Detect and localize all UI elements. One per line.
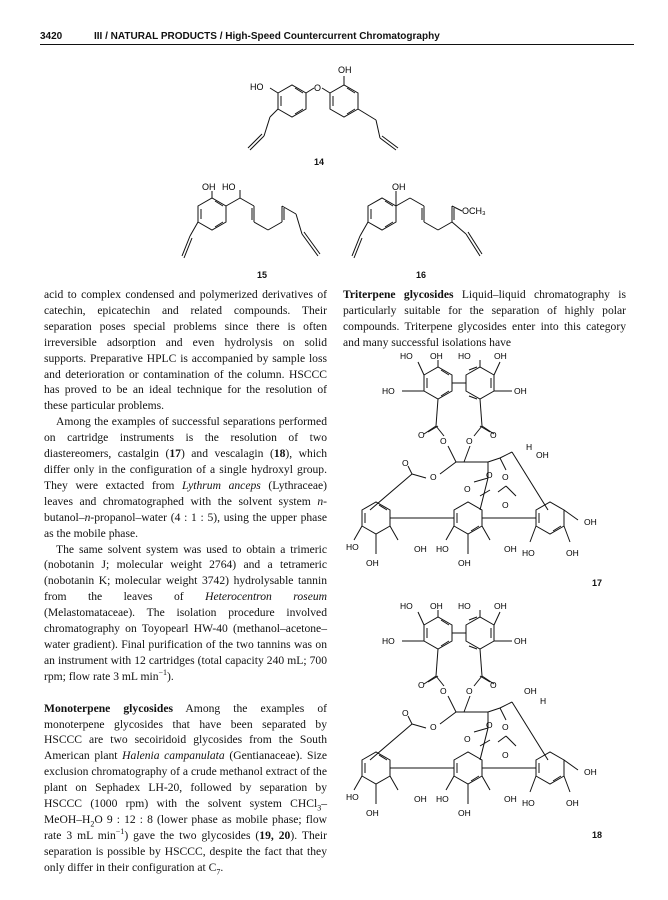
text-run: ) gave the two glycosides ( xyxy=(124,828,260,842)
spacer xyxy=(44,685,327,701)
atom-label-o: O xyxy=(490,680,497,690)
atom-label-o: O xyxy=(418,680,425,690)
atom-label-o: O xyxy=(502,722,509,732)
atom-label-ho: HO xyxy=(436,794,449,804)
italic-n: n xyxy=(317,494,324,508)
superscript: −1 xyxy=(115,827,125,837)
text-run: Among the examples of successful separations performed on cartridge instruments is the resolution of two diastereomers, castalgin ( xyxy=(44,415,327,461)
subscript: 3 xyxy=(317,803,322,813)
compound-label-16: 16 xyxy=(416,270,427,280)
superscript: −1 xyxy=(158,667,168,677)
text-run: (Gentianaceae). Size exclusion chromatography of a crude methanol extract of the plant on Sephadex LH-20, followed by separation by HSCCC (1000 rpm) with the solvent system CHCl xyxy=(44,749,327,811)
structure-17 xyxy=(340,350,610,582)
atom-label-oh: OH xyxy=(584,767,597,777)
atom-label-oh: OH xyxy=(458,808,471,818)
text-run: -propanol–water (4 : 1 : 5), using the upper phase as the mobile phase. xyxy=(44,510,327,540)
atom-label-o: O xyxy=(502,472,509,482)
paragraph-monoterpene xyxy=(44,701,327,876)
subscript: 2 xyxy=(90,819,95,829)
paragraph-nobotanin xyxy=(44,542,327,685)
atom-label-ho: HO xyxy=(346,792,359,802)
atom-label-o: O xyxy=(314,83,322,93)
atom-label-o: O xyxy=(466,436,473,446)
atom-label-o: O xyxy=(464,484,471,494)
atom-label-oh: OH xyxy=(504,794,517,804)
page-number: 3420 xyxy=(40,31,63,42)
atom-label-oh: OH xyxy=(392,182,406,192)
structure-16 xyxy=(330,178,500,268)
text-run: (Lythraceae) leaves and chromatographed with the solvent system xyxy=(44,478,327,508)
text-run: -butanol– xyxy=(44,494,327,524)
left-column xyxy=(44,287,327,876)
compound-ref-19-20: 19, 20 xyxy=(259,828,291,842)
atom-label-o: O xyxy=(440,436,447,446)
running-header xyxy=(40,31,640,45)
header-rule xyxy=(40,44,634,45)
atom-label-ho: HO xyxy=(458,351,471,361)
species-name: Heterocentron roseum xyxy=(205,590,328,604)
structure-14 xyxy=(230,60,420,160)
section-heading-triterpene: Triterpene glycosides xyxy=(343,288,454,301)
atom-label-oh: OH xyxy=(430,351,443,361)
compound-label-14: 14 xyxy=(314,157,325,167)
atom-label-ho: HO xyxy=(346,542,359,552)
right-column xyxy=(343,287,626,351)
atom-label-o: O xyxy=(502,500,509,510)
text-run: ). Their separation is possible by HSCCC, despite the fact that they only differ in their configuration at C xyxy=(44,828,327,874)
atom-label-oh: OH xyxy=(494,351,507,361)
atom-label-o: O xyxy=(430,722,437,732)
atom-label-ho: HO xyxy=(436,544,449,554)
atom-label-oh: OH xyxy=(504,544,517,554)
compound-label-17: 17 xyxy=(592,578,603,588)
atom-label-o: O xyxy=(418,430,425,440)
atom-label-o: O xyxy=(486,720,493,730)
text-run: (Melastomataceae). The isolation procedure involved chromatography on Toyopearl HW-40 (methanol–acetone–water gradient). Final purification of the two tannins was on an instrument with 12 cartridges (total capacity 240 mL; 700 rpm; flow rate 3 mL min xyxy=(44,606,327,683)
atom-label-oh: OH xyxy=(536,450,549,460)
text-run: Liquid–liquid chromatography is particularly suitable for the separation of highly polar compounds. Triterpene glycosides enter into this category and many successful isolations have xyxy=(343,288,626,349)
atom-label-oh: OH xyxy=(366,808,379,818)
atom-label-o: O xyxy=(486,470,493,480)
italic-n: n xyxy=(84,510,91,524)
compound-ref-17: 17 xyxy=(169,447,181,461)
atom-label-oh: OH xyxy=(524,686,537,696)
atom-label-oh: OH xyxy=(584,517,597,527)
atom-label-ho: HO xyxy=(382,636,395,646)
atom-label-o: O xyxy=(490,430,497,440)
text-run: . xyxy=(220,860,224,874)
atom-label-oh: OH xyxy=(430,601,443,611)
text-run: ), which differ only in the configuration of a single hydroxyl group. They were extacted from xyxy=(44,447,327,492)
atom-label-h: H xyxy=(540,696,547,706)
atom-label-h: H xyxy=(526,442,533,452)
structure-15 xyxy=(170,178,330,268)
atom-label-ho: HO xyxy=(522,548,535,558)
paragraph-triterpene xyxy=(343,287,626,351)
atom-label-oh: OH xyxy=(514,636,527,646)
atom-label-ho: HO xyxy=(250,82,264,92)
atom-label-oh: OH xyxy=(202,182,216,192)
atom-label-oh: OH xyxy=(566,548,579,558)
atom-label-o: O xyxy=(440,686,447,696)
atom-label-och3: OCH₃ xyxy=(462,206,486,216)
atom-label-ho: HO xyxy=(382,386,395,396)
atom-label-ho: HO xyxy=(400,351,413,361)
atom-label-ho: HO xyxy=(458,601,471,611)
section-heading-monoterpene: Monoterpene glycosides xyxy=(44,701,173,715)
subscript: 7 xyxy=(216,867,221,877)
atom-label-ho: HO xyxy=(522,798,535,808)
atom-label-o: O xyxy=(464,734,471,744)
text-run: The same solvent system was used to obtain a trimeric (nobotanin J; molecular weight 2764) and a tetrameric (nobotanin K; molecular weight 3742) hydrolysable tannin from the leaves of xyxy=(44,542,327,604)
paragraph-castalgin xyxy=(44,414,327,541)
structure-18 xyxy=(340,600,610,832)
paragraph-intro: acid to complex condensed and polymerized derivatives of catechin, epicatechin and related compounds. Their separation poses special problems since there is often irreversible adsorption and even hydrolysis on solid supports. Preparative HPLC is accompanied by sample loss and deterioration or contamination of the column. HSCCC has proved to be an ideal technique for the resolution of these particular problems. xyxy=(44,288,327,413)
text-run: –MeOH–H xyxy=(44,797,327,826)
atom-label-o: O xyxy=(430,472,437,482)
atom-label-oh: OH xyxy=(366,558,379,568)
compound-label-18: 18 xyxy=(592,830,603,840)
compound-label-15: 15 xyxy=(257,270,268,280)
text-run: ). xyxy=(167,669,174,683)
atom-label-ho: HO xyxy=(222,182,236,192)
text-run: O 9 : 12 : 8 (lower phase as mobile phase; flow rate 3 mL min xyxy=(44,813,327,842)
atom-label-o: O xyxy=(402,708,409,718)
species-name: Lythrum anceps xyxy=(182,478,261,492)
atom-label-oh: OH xyxy=(338,65,352,75)
atom-label-ho: HO xyxy=(400,601,413,611)
atom-label-oh: OH xyxy=(414,794,427,804)
atom-label-oh: OH xyxy=(494,601,507,611)
atom-label-o: O xyxy=(402,458,409,468)
atom-label-oh: OH xyxy=(458,558,471,568)
atom-label-oh: OH xyxy=(514,386,527,396)
atom-label-oh: OH xyxy=(566,798,579,808)
text-run: ) and vescalagin ( xyxy=(180,447,274,461)
atom-label-oh: OH xyxy=(414,544,427,554)
atom-label-o: O xyxy=(466,686,473,696)
species-name: Halenia campanulata xyxy=(122,749,225,763)
text-run: Among the examples of monoterpene glycosides that have been separated by HSCCC are two secoiridoid glycosides from the South American plant xyxy=(44,701,328,763)
atom-label-o: O xyxy=(502,750,509,760)
compound-ref-18: 18 xyxy=(273,447,286,461)
running-title: III / NATURAL PRODUCTS / High-Speed Countercurrent Chromatography xyxy=(94,31,440,42)
